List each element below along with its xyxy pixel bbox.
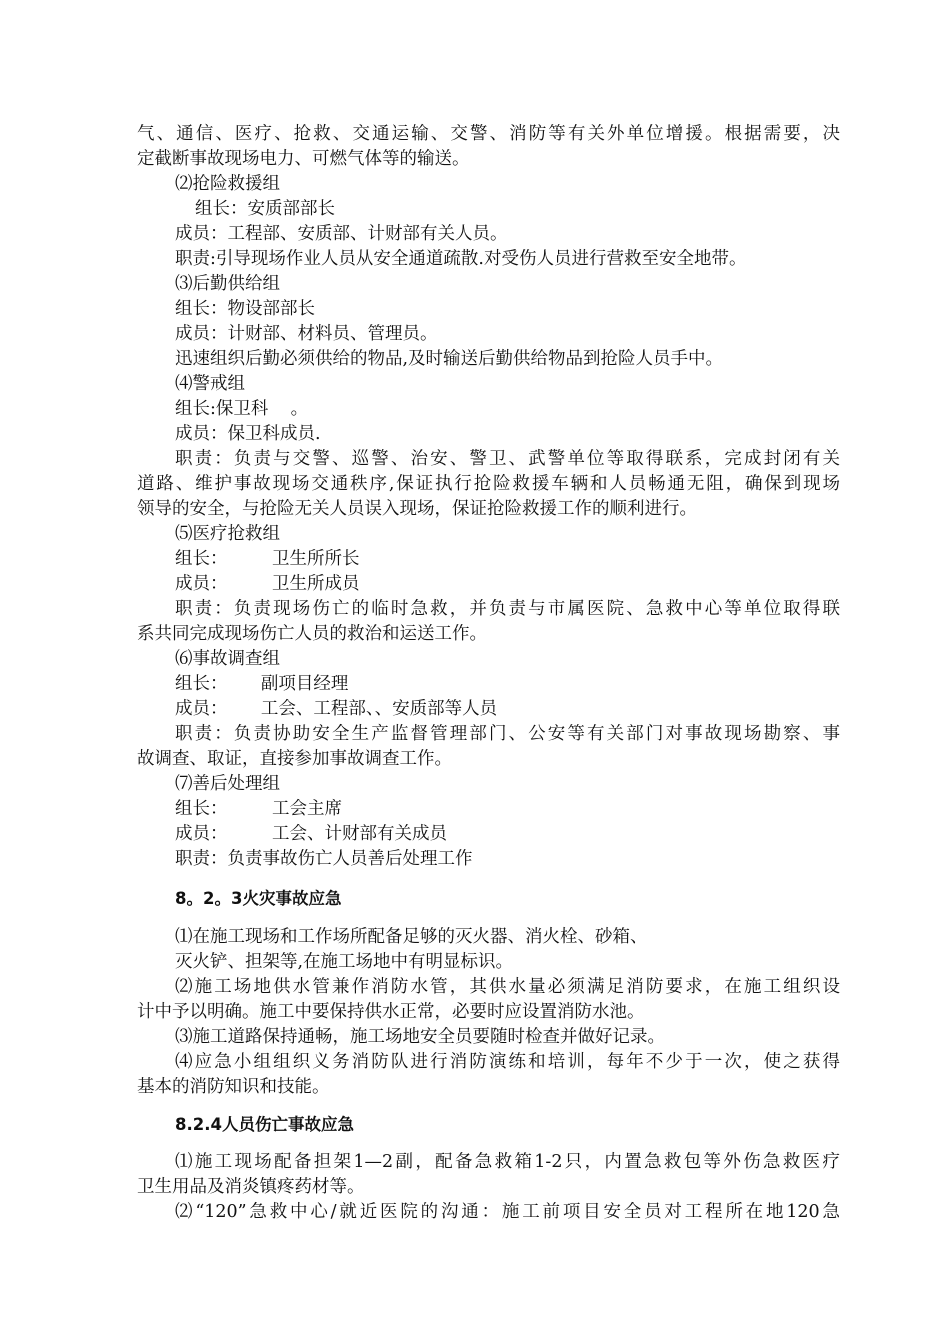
text-line: 系共同完成现场伤亡人员的救治和运送工作。: [137, 624, 487, 644]
section-title-aftermath-group: ⑺善后处理组: [175, 774, 280, 794]
text-line: 领导的安全，与抢险无关人员误入现场，保证抢险救援工作的顺利进行。: [137, 499, 697, 519]
text-line: 职责：负责与交警、巡警、治安、警卫、武警单位等取得联系，完成封闭有关: [175, 449, 840, 469]
heading-casualty-emergency: 8.2.4人员伤亡事故应急: [175, 1115, 354, 1134]
text-line: 迅速组织后勤必须供给的物品,及时输送后勤供给物品到抢险人员手中。: [175, 349, 724, 369]
text-line: 卫生用品及消炎镇疼药材等。: [137, 1177, 365, 1197]
text-line: 成员：工程部、安质部、计财部有关人员。: [175, 224, 508, 244]
section-title-logistics-group: ⑶后勤供给组: [175, 274, 280, 294]
text-line: 气、通信、医疗、抢救、交通运输、交警、消防等有关外单位增援。根据需要，决: [137, 124, 840, 144]
text-line: ⑷应急小组组织义务消防队进行消防演练和培训，每年不少于一次，使之获得: [175, 1052, 840, 1072]
text-line: 定截断事故现场电力、可燃气体等的输送。: [137, 149, 470, 169]
text-line: 灭火铲、担架等,在施工场地中有明显标识。: [175, 952, 514, 972]
text-line: 成员：保卫科成员.: [175, 424, 321, 444]
text-line: 组长:保卫科 。: [175, 399, 309, 419]
text-line: 职责：负责现场伤亡的临时急救，并负责与市属医院、急救中心等单位取得联: [175, 599, 840, 619]
section-title-medical-group: ⑸医疗抢救组: [175, 524, 280, 544]
text-line: ⑵施工场地供水管兼作消防水管，其供水量必须满足消防要求，在施工组织设: [175, 977, 840, 997]
text-line: 成员： 工会、工程部、、安质部等人员: [175, 699, 498, 719]
text-line: 组长：安质部部长: [195, 199, 335, 219]
section-title-investigation-group: ⑹事故调查组: [175, 649, 280, 669]
text-line: 组长： 卫生所所长: [175, 549, 360, 569]
text-line: 职责：负责事故伤亡人员善后处理工作: [175, 849, 473, 869]
text-line: 道路、维护事故现场交通秩序,保证执行抢险救援车辆和人员畅通无阻，确保到现场: [137, 474, 840, 494]
section-title-guard-group: ⑷警戒组: [175, 374, 245, 394]
text-line: 成员： 工会、计财部有关成员: [175, 824, 448, 844]
text-line: 计中予以明确。施工中要保持供水正常，必要时应设置消防水池。: [137, 1002, 645, 1022]
text-line: 成员：计财部、材料员、管理员。: [175, 324, 438, 344]
text-line: 职责:引导现场作业人员从安全通道疏散.对受伤人员进行营救至安全地带。: [175, 249, 747, 269]
text-line: 成员： 卫生所成员: [175, 574, 360, 594]
text-line: 职责：负责协助安全生产监督管理部门、公安等有关部门对事故现场勘察、事: [175, 724, 840, 744]
text-line: 组长： 副项目经理: [175, 674, 349, 694]
text-line: 组长： 工会主席: [175, 799, 343, 819]
text-line: 故调查、取证，直接参加事故调查工作。: [137, 749, 452, 769]
text-line: ⑴施工现场配备担架1—2副，配备急救箱1-2只，内置急救包等外伤急救医疗: [175, 1152, 840, 1172]
heading-fire-emergency: 8。2。3火灾事故应急: [175, 889, 342, 908]
text-line: ⑶施工道路保持通畅，施工场地安全员要随时检查并做好记录。: [175, 1027, 665, 1047]
text-line: ⑴在施工现场和工作场所配备足够的灭火器、消火栓、砂箱、: [175, 927, 648, 947]
section-title-rescue-group: ⑵抢险救援组: [175, 174, 280, 194]
text-line: ⑵“120”急救中心/就近医院的沟通：施工前项目安全员对工程所在地120急: [175, 1202, 840, 1222]
text-line: 基本的消防知识和技能。: [137, 1077, 330, 1097]
text-line: 组长：物设部部长: [175, 299, 315, 319]
